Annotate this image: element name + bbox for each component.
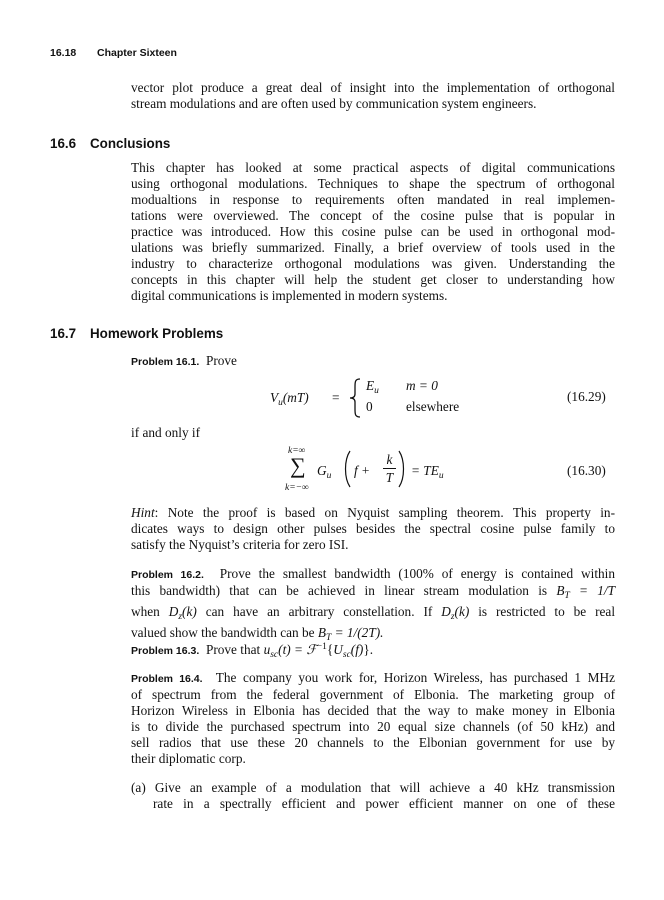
hint-label: Hint: [131, 505, 155, 520]
section-title: Conclusions: [90, 136, 171, 151]
text-line: Problem 16.4. The company you work for, Horizon Wireless, has purchased 1 MHz: [131, 670, 615, 685]
case-2-condition: elsewhere: [406, 399, 460, 414]
text-line: vector plot produce a great deal of insight into the implementation of orthogonal: [131, 80, 615, 95]
text-line: practice was introduced. How this cosine pulse can be used in orthogonal mod-: [131, 224, 615, 239]
problem-label: Problem 16.1.: [131, 356, 200, 368]
right-paren: [397, 450, 407, 488]
fraction-k-over-t: k T: [383, 452, 396, 485]
text-line: (a) Give an example of a modulation that will achieve a 40 kHz transmission: [131, 780, 615, 795]
sum-upper-limit: k=∞: [288, 446, 306, 456]
problem-text: Prove: [205, 353, 237, 368]
text-line: digital communications is implemented in modern systems.: [131, 288, 448, 303]
text-line: ulations was briefly summarized. Finally, a brief overview of tools used in the: [131, 240, 615, 255]
problem-16-3: Problem 16.3. Prove that $u_{sc}(t)$ = $ℱ^{-1}\{U_{sc}(f)\}$.: [131, 642, 374, 660]
g-term: $G_u$: [317, 463, 332, 481]
chapter-title: Chapter Sixteen: [97, 47, 177, 59]
text-line: Problem 16.2. Prove the smallest bandwidth (100% of energy is contained within: [131, 566, 616, 581]
equation-16-30: [280, 446, 480, 498]
section-number: 16.7: [50, 326, 77, 341]
eq-lhs: $V_u(mT)$: [270, 390, 309, 408]
text-line: stream modulations and are often used by communication system engineers.: [131, 96, 537, 111]
conclusions-paragraph: [131, 160, 615, 304]
text-line: sell radios that use these 20 channels to the Elbonian government for use by: [131, 735, 615, 750]
eq-equals: =: [332, 390, 340, 405]
left-brace: [348, 378, 362, 418]
sum-lower-limit: k=−∞: [285, 483, 309, 493]
text-line: using orthogonal modulations. Techniques to shape the spectrum of orthogonal: [131, 176, 615, 191]
text-line: their diplomatic corp.: [131, 751, 246, 766]
page-number: 16.18: [50, 47, 77, 59]
case-1-value: $E_u$: [366, 378, 379, 396]
f-term: f +: [354, 463, 370, 478]
text-line: This chapter has looked at some practical aspects of digital communications: [131, 160, 615, 175]
section-heading-conclusions: [50, 136, 170, 151]
text-line: of spectrum from the federal government of Elbonia. The marketing group of: [131, 687, 615, 702]
text-line: Horizon Wireless in Elbonia has decided that the way to make money in Elbonia: [131, 703, 615, 718]
problem-label: Problem 16.2.: [131, 569, 204, 581]
text-line: satisfy the Nyquist’s criteria for zero ISI.: [131, 537, 349, 552]
case-2-value: 0: [366, 399, 373, 414]
left-paren: [342, 450, 352, 488]
rhs-term: = $TE_u$: [411, 463, 444, 481]
equation-number: (16.30): [567, 463, 606, 478]
case-1-condition: m = 0: [406, 378, 438, 393]
text-line: rate in a spectrally efficient and power efficient manner on one of these: [153, 796, 615, 811]
text-line: dicates ways to design other pulses besides the spectral cosine pulse family to: [131, 521, 615, 536]
hint-paragraph: [131, 505, 615, 553]
text-line: tations were overviewed. The concept of the cosine pulse that is popular in: [131, 208, 615, 223]
problem-16-4-item-a: [131, 780, 615, 812]
problem-label: Problem 16.4.: [131, 673, 203, 685]
text-line: this bandwidth) that can be achieved in linear stream modulation is $B_T = 1/T$: [131, 583, 615, 601]
text-line: valued show the bandwidth can be $B_T = 1/(2T)$.: [131, 625, 384, 643]
problem-16-2: [131, 566, 615, 646]
text-line: concepts in this chapter will help the student get closer to understanding how: [131, 272, 615, 287]
section-number: 16.6: [50, 136, 77, 151]
equation-number: (16.29): [567, 389, 606, 404]
running-header: [50, 47, 177, 59]
problem-label: Problem 16.3.: [131, 645, 200, 657]
section-title: Homework Problems: [90, 326, 224, 341]
problem-16-4: [131, 670, 615, 767]
section-heading-homework: [50, 326, 223, 341]
text-line: modualtions in response to requirements often mandated in real implemen-: [131, 192, 615, 207]
problem-16-1-intro: [131, 353, 237, 369]
summation-icon: ∑: [290, 453, 306, 478]
connector-text: if and only if: [131, 425, 201, 440]
intro-paragraph: [131, 80, 615, 112]
text-line: when $D_z(k)$ can have an arbitrary constellation. If $D_z(k)$ is restricted to be real: [131, 604, 616, 622]
text-line: Hint: Note the proof is based on Nyquist sampling theorem. This property in-: [131, 505, 615, 520]
equation-16-29: [270, 378, 470, 418]
text-line: is to divide the purchased spectrum into 20 equal size channels (of 50 kHz) and: [131, 719, 615, 734]
text-line: industry to characterize orthogonal modulations was given. Understanding the: [131, 256, 615, 271]
